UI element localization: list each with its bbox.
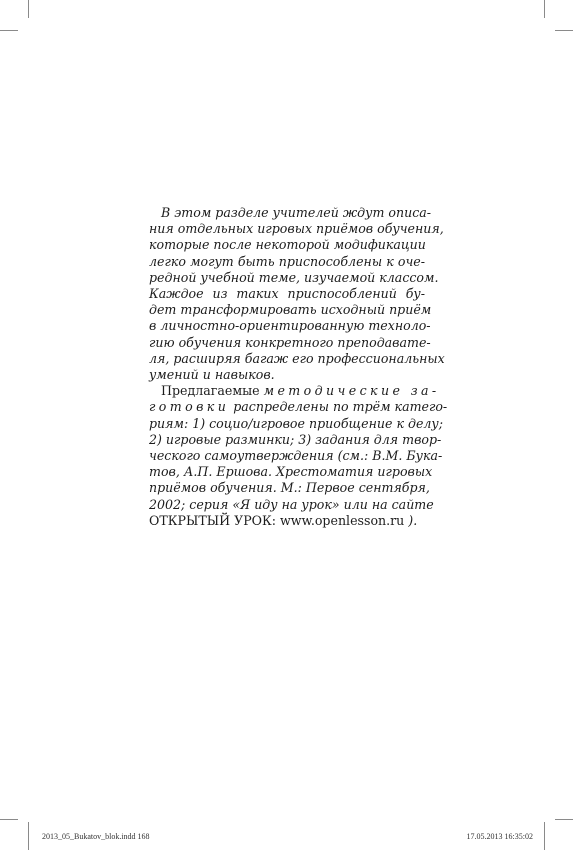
text-line: редной учебной теме, изучаемой классом. xyxy=(149,269,439,285)
text-line: 2002; серия «Я иду на урок» или на сайте xyxy=(149,496,434,512)
text-run: Предлагаемые xyxy=(161,383,264,399)
emphasized-term: готовки xyxy=(149,399,230,415)
text-line: умений и навыков. xyxy=(149,367,275,383)
text-line: ческого самоутверждения (см.: В.М. Бука- xyxy=(149,448,443,464)
text-run: распределены по трём катего- xyxy=(229,399,448,415)
paragraph-intro xyxy=(149,205,445,383)
text-line: дет трансформировать исходный приём xyxy=(149,302,432,318)
text-line: 2) игровые разминки; 3) задания для твор- xyxy=(149,431,442,447)
crop-mark xyxy=(555,30,573,31)
text-line: в личностно-ориентированную техноло- xyxy=(149,318,431,334)
crop-mark xyxy=(28,822,29,850)
text-line xyxy=(149,513,425,529)
text-line: легко могут быть приспособлены к оче- xyxy=(149,253,425,269)
crop-mark xyxy=(28,0,29,18)
text-line: ния отдельных игровых приёмов обучения, xyxy=(149,221,444,237)
paragraph-categories xyxy=(149,383,448,529)
crop-mark xyxy=(555,819,573,820)
crop-mark xyxy=(0,30,18,31)
text-line: ля, расширяя багаж его профессиональных xyxy=(149,350,445,366)
text-line: Каждое из таких приспособлений бу- xyxy=(149,286,425,302)
slug-filename: 2013_05_Bukatov_blok.indd 168 xyxy=(42,832,150,841)
text-line xyxy=(149,383,440,399)
text-line: приёмов обучения. М.: Первое сентября, xyxy=(149,480,430,496)
crop-mark xyxy=(544,822,545,850)
site-link[interactable]: ОТКРЫТЫЙ УРОК: www.openlesson.ru xyxy=(149,512,405,528)
text-line: риям: 1) социо/игровое приобщение к делу; xyxy=(149,415,443,431)
emphasized-term: методические за- xyxy=(263,383,440,399)
body-text xyxy=(149,205,448,529)
text-line: гию обучения конкретного преподавате- xyxy=(149,334,431,350)
text-line: тов, А.П. Ершова. Хрестоматия игровых xyxy=(149,464,433,480)
crop-mark xyxy=(0,819,18,820)
crop-mark xyxy=(544,0,545,18)
text-run: ). xyxy=(404,512,418,528)
text-line xyxy=(149,399,448,415)
text-line: которые после некоторой модификации xyxy=(149,237,426,253)
text-line: В этом разделе учителей ждут описа- xyxy=(161,205,432,220)
slug-datetime: 17.05.2013 16:35:02 xyxy=(466,832,533,841)
